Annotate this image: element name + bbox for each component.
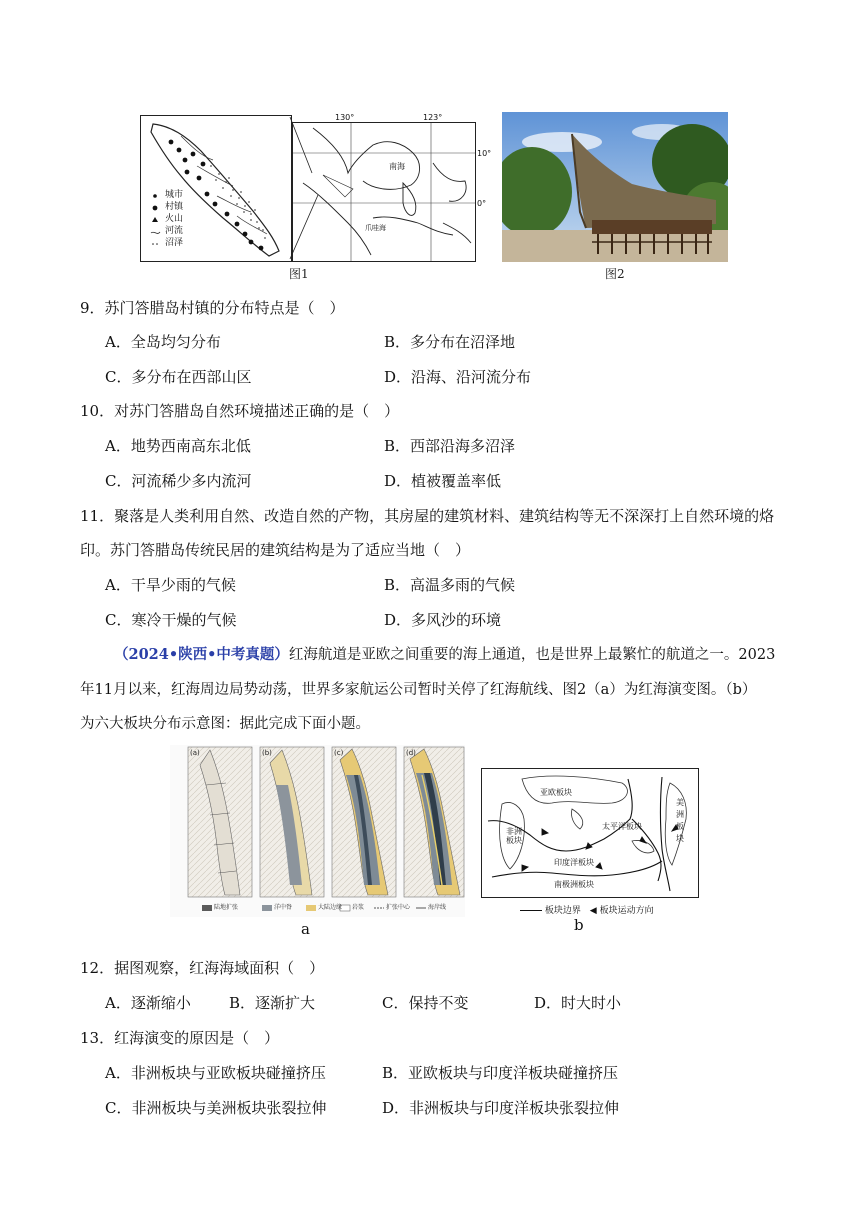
svg-text:(d): (d) [406,749,416,757]
question-number: 12． [80,959,115,977]
intro-line-1 [114,645,775,665]
option-text: 河流稀少多内流河 [131,472,252,490]
map-label-sea1: 南海 [389,162,405,171]
option-key: D． [534,994,562,1012]
legend-a-item: 扩张中心 [386,904,411,911]
legend-a-item: 大陆边缘 [318,904,343,911]
option-key: A． [105,1064,131,1082]
q10-option-b[interactable] [384,436,515,456]
sumatra-inset-map [140,115,292,262]
question-9 [80,298,345,318]
map-label-lon2: 123° [423,113,443,122]
question-12 [80,958,324,978]
option-text: 多分布在西部山区 [131,368,252,386]
question-stem: 苏门答腊岛村镇的分布特点是（ ） [104,299,345,317]
legend-a-item: 洋中脊 [274,904,293,911]
option-key: B． [384,576,411,594]
question-stem: 对苏门答腊岛自然环境描述正确的是（ ） [114,402,400,420]
q11-option-d[interactable] [384,610,501,630]
q12-option-a[interactable] [105,993,191,1013]
q10-option-d[interactable] [384,471,501,491]
svg-text:(b): (b) [262,749,272,757]
red-sea-evolution-figure [170,745,465,917]
option-key: D． [384,611,412,629]
legend-city: 城市 [165,190,184,200]
map-label-sea2: 爪哇海 [365,224,386,232]
option-text: 保持不变 [408,994,469,1012]
q9-option-a[interactable] [105,332,221,352]
q13-option-b[interactable] [382,1063,618,1083]
legend-plate-motion: 板块运动方向 [599,906,654,916]
q10-option-c[interactable] [105,471,252,491]
option-text: 全岛均匀分布 [130,333,221,351]
svg-text:(c): (c) [334,749,344,757]
question-number: 13． [80,1029,115,1047]
q11-option-c[interactable] [105,610,237,630]
plate-label-african: 非洲板块 [506,827,522,845]
option-text: 西部沿海多沼泽 [410,437,516,455]
question-stem: 据图观察，红海海域面积（ ） [114,959,325,977]
inset-connector-lines [288,115,328,265]
q9-option-d[interactable] [384,367,531,387]
legend-river: 河流 [165,226,184,236]
map-label-lat2: 0° [477,199,487,208]
option-key: A． [105,333,131,351]
option-key: A． [105,437,131,455]
option-key: B． [384,437,411,455]
option-key: B． [384,333,411,351]
question-13 [80,1028,279,1048]
option-key: C． [105,472,132,490]
q13-option-a[interactable] [105,1063,326,1083]
q12-option-d[interactable] [534,993,621,1013]
legend-village: 村镇 [165,202,184,212]
option-text: 寒冷干燥的气候 [131,611,237,629]
option-key: A． [105,576,131,594]
question-number: 10． [80,402,115,420]
source-tag: （2024•陕西•中考真题） [114,646,289,663]
question-11 [80,506,774,526]
figure1-caption: 图1 [289,267,309,281]
q12-option-c[interactable] [382,993,469,1013]
legend-a-item: 海岸线 [428,904,447,911]
legend-plate-boundary: 板块边界 [544,906,581,916]
option-text: 亚欧板块与印度洋板块碰撞挤压 [408,1064,619,1082]
plate-label-eurasian: 亚欧板块 [540,788,572,797]
option-text: 多分布在沼泽地 [410,333,516,351]
svg-text:(a): (a) [190,749,200,757]
plate-label-pacific: 太平洋板块 [602,822,642,831]
option-text: 逐渐缩小 [130,994,191,1012]
figure2-caption: 图2 [605,267,625,281]
plate-label-indian-ocean: 印度洋板块 [554,858,594,867]
option-key: D． [382,1099,410,1117]
option-key: D． [384,368,412,386]
question-number: 9． [80,299,105,317]
intro-text: 红海航道是亚欧之间重要的海上通道，也是世界上最繁忙的航道之一。2023 [288,647,776,663]
q13-option-d[interactable] [382,1098,619,1118]
option-text: 时大时小 [561,994,622,1012]
map-label-lat1: 10° [477,149,492,158]
option-text: 非洲板块与美洲板块张裂拉伸 [131,1099,327,1117]
option-key: B． [229,994,256,1012]
option-text: 干旱少雨的气候 [130,576,236,594]
legend-volcano: 火山 [165,214,184,224]
plates-legend: 板块边界 ◀ 板块运动方向 [520,903,654,916]
figure-b-caption: b [574,916,584,934]
option-key: C． [382,994,409,1012]
q9-option-c[interactable] [105,367,252,387]
option-key: B． [382,1064,409,1082]
q12-option-b[interactable] [229,993,315,1013]
option-text: 高温多雨的气候 [410,576,516,594]
legend-a-item: 陆地扩张 [214,904,239,911]
option-key: C． [105,368,132,386]
option-text: 植被覆盖率低 [411,472,502,490]
q13-option-c[interactable] [105,1098,327,1118]
q11-option-a[interactable] [105,575,236,595]
question-stem-line1: 聚落是人类利用自然、改造自然的产物，其房屋的建筑材料、建筑结构等无不深深打上自然环境的烙 [114,507,775,525]
legend-swamp: 沼泽 [165,238,184,248]
plate-label-antarctic: 南极洲板块 [554,880,594,889]
question-number: 11． [80,507,115,525]
option-text: 非洲板块与印度洋板块张裂拉伸 [409,1099,620,1117]
option-key: D． [384,472,412,490]
option-key: A． [105,994,131,1012]
option-text: 非洲板块与亚欧板块碰撞挤压 [130,1064,326,1082]
q9-option-b[interactable] [384,332,515,352]
intro-line-3: 为六大板块分布示意图：据此完成下面小题。 [80,716,370,732]
option-key: C． [105,611,132,629]
q11-option-b[interactable] [384,575,515,595]
intro-line-2: 年11月以来，红海周边局势动荡，世界多家航运公司暂时关停了红海航线、图2（a）为红海演变图。（b） [80,682,757,698]
option-text: 沿海、沿河流分布 [411,368,532,386]
plate-label-american: 美洲板块 [676,798,684,843]
map-label-lon1: 130° [335,113,355,122]
option-text: 地势西南高东北低 [130,437,251,455]
option-text: 多风沙的环境 [411,611,502,629]
q10-option-a[interactable] [105,436,251,456]
option-key: C． [105,1099,132,1117]
question-stem: 红海演变的原因是（ ） [114,1029,280,1047]
question-10 [80,401,399,421]
figure-a-caption: a [301,920,310,938]
six-plates-map [481,768,699,898]
option-text: 逐渐扩大 [255,994,316,1012]
traditional-house-photo [502,112,728,262]
legend-a-item: 岩浆 [352,904,365,911]
question-11-line2: 印。苏门答腊岛传统民居的建筑结构是为了适应当地（ ） [80,541,471,559]
